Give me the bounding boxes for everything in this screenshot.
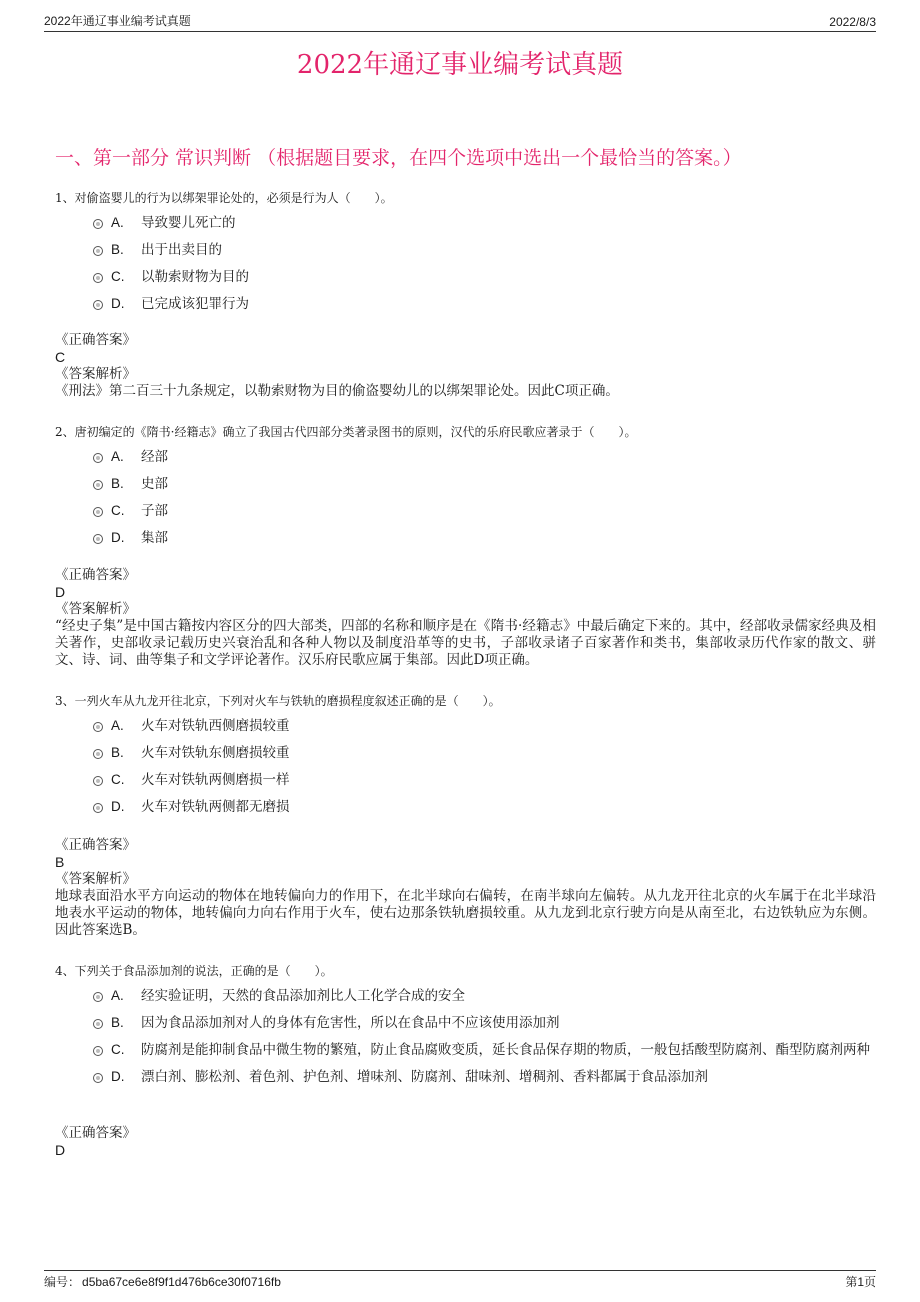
question-stem: 2、唐初编定的《隋书·经籍志》确立了我国古代四部分类著录图书的原则，汉代的乐府民歌应著录于（ ）。 [55, 425, 637, 439]
option-text: 导致婴儿死亡的 [141, 215, 236, 231]
analysis-text: 地球表面沿水平方向运动的物体在地转偏向力的作用下，在北半球向右偏转，在南半球向左偏转。从九龙开往北京的火车属于在北半球沿地表水平运动的物体，地转偏向力向右作用于火车，使右边那条铁轨磨损较重。从九龙到北京行驶方向是从南至北，右边铁轨应为东侧。因此答案选B。 [55, 888, 876, 938]
radio-icon[interactable] [93, 300, 103, 310]
option-letter: C. [111, 1042, 125, 1057]
option-a[interactable] [93, 213, 876, 233]
option-text: 以勒索财物为目的 [141, 269, 249, 285]
option-d[interactable] [93, 1067, 876, 1087]
option-letter: B. [111, 745, 124, 760]
option-b[interactable] [93, 240, 876, 260]
option-text: 出于出卖目的 [141, 242, 222, 258]
answer-value: D [55, 584, 66, 600]
document-id [44, 1273, 283, 1290]
header-title: 2022年通辽事业编考试真题 [44, 14, 191, 28]
radio-icon[interactable] [93, 776, 103, 786]
option-b[interactable] [93, 474, 876, 494]
option-text: 漂白剂、膨松剂、着色剂、护色剂、增味剂、防腐剂、甜味剂、增稠剂、香料都属于食品添加剂 [141, 1069, 708, 1085]
header-date: 2022/8/3 [829, 15, 876, 29]
option-letter: D. [111, 1069, 125, 1084]
option-text: 子部 [141, 503, 168, 519]
answer-block-4 [55, 1125, 876, 1159]
radio-icon[interactable] [93, 803, 103, 813]
option-c[interactable] [93, 501, 876, 521]
question-2 [55, 424, 876, 548]
radio-icon[interactable] [93, 992, 103, 1002]
document-title: 2022年通辽事业编考试真题 [296, 50, 624, 80]
radio-icon[interactable] [93, 273, 103, 283]
option-d[interactable] [93, 797, 876, 817]
option-a[interactable] [93, 716, 876, 736]
analysis-label: 《答案解析》 [55, 601, 136, 617]
option-text: 集部 [141, 530, 168, 546]
document-id-label: 编号： [44, 1275, 81, 1289]
option-letter: D. [111, 296, 125, 311]
option-text: 火车对铁轨西侧磨损较重 [141, 718, 290, 734]
page-number: 第1页 [845, 1275, 876, 1289]
answer-value: C [55, 349, 66, 365]
radio-icon[interactable] [93, 480, 103, 490]
option-letter: B. [111, 476, 124, 491]
answer-value: D [55, 1142, 66, 1158]
option-text: 经实验证明，天然的食品添加剂比人工化学合成的安全 [141, 988, 465, 1004]
radio-icon[interactable] [93, 534, 103, 544]
analysis-text: 《刑法》第二百三十九条规定，以勒索财物为目的偷盗婴幼儿的以绑架罪论处。因此C项正确。 [55, 383, 619, 399]
option-c[interactable] [93, 1040, 876, 1060]
option-c[interactable] [93, 770, 876, 790]
option-c[interactable] [93, 267, 876, 287]
radio-icon[interactable] [93, 453, 103, 463]
analysis-label: 《答案解析》 [55, 366, 136, 382]
option-a[interactable] [93, 986, 876, 1006]
answer-value: B [55, 854, 65, 870]
option-d[interactable] [93, 294, 876, 314]
question-4 [55, 963, 876, 1087]
page-header [44, 12, 876, 32]
analysis-label: 《答案解析》 [55, 871, 136, 887]
option-text: 已完成该犯罪行为 [141, 296, 249, 312]
option-text: 火车对铁轨东侧磨损较重 [141, 745, 290, 761]
answer-block-2 [55, 567, 876, 669]
answer-label: 《正确答案》 [55, 837, 136, 853]
question-stem: 4、下列关于食品添加剂的说法，正确的是（ ）。 [55, 964, 333, 978]
option-letter: A. [111, 449, 124, 464]
option-text: 因为食品添加剂对人的身体有危害性，所以在食品中不应该使用添加剂 [141, 1015, 560, 1031]
answer-block-3 [55, 837, 876, 939]
option-letter: B. [111, 1015, 124, 1030]
radio-icon[interactable] [93, 1046, 103, 1056]
radio-icon[interactable] [93, 722, 103, 732]
option-d[interactable] [93, 528, 876, 548]
radio-icon[interactable] [93, 507, 103, 517]
option-letter: D. [111, 530, 125, 545]
section-title: 一、第一部分 常识判断 （根据题目要求，在四个选项中选出一个最恰当的答案。） [55, 147, 742, 169]
option-letter: A. [111, 988, 124, 1003]
option-b[interactable] [93, 743, 876, 763]
option-text: 火车对铁轨两侧都无磨损 [141, 799, 290, 815]
option-letter: B. [111, 242, 124, 257]
radio-icon[interactable] [93, 1019, 103, 1029]
option-a[interactable] [93, 447, 876, 467]
option-letter: C. [111, 503, 125, 518]
radio-icon[interactable] [93, 749, 103, 759]
option-text: 火车对铁轨两侧磨损一样 [141, 772, 290, 788]
option-text: 防腐剂是能抑制食品中微生物的繁殖，防止食品腐败变质，延长食品保存期的物质，一般包括酸型防腐剂、酯型防腐剂两种 [141, 1042, 870, 1058]
radio-icon[interactable] [93, 246, 103, 256]
option-letter: D. [111, 799, 125, 814]
option-letter: C. [111, 772, 125, 787]
page-footer [44, 1270, 876, 1290]
radio-icon[interactable] [93, 1073, 103, 1083]
option-letter: A. [111, 215, 124, 230]
option-text: 史部 [141, 476, 168, 492]
answer-label: 《正确答案》 [55, 332, 136, 348]
question-stem: 1、对偷盗婴儿的行为以绑架罪论处的，必须是行为人（ ）。 [55, 191, 393, 205]
question-1 [55, 190, 876, 314]
option-letter: A. [111, 718, 124, 733]
answer-block-1 [55, 332, 876, 400]
document-id-value: d5ba67ce6e8f9f1d476b6ce30f0716fb [82, 1275, 281, 1289]
answer-label: 《正确答案》 [55, 567, 136, 583]
radio-icon[interactable] [93, 219, 103, 229]
option-letter: C. [111, 269, 125, 284]
question-3 [55, 693, 876, 817]
answer-label: 《正确答案》 [55, 1125, 136, 1141]
analysis-text: “经史子集”是中国古籍按内容区分的四大部类，四部的名称和顺序是在《隋书·经籍志》中最后确定下来的。其中，经部收录儒家经典及相关著作，史部收录记载历史兴衰治乱和各种人物以及制度沿革等的史书，子部收录诸子百家著作和类书，集部收录历代作家的散文、骈文、诗、词、曲等集子和文学评论著作。汉乐府民歌应属于集部。因此D项正确。 [55, 618, 876, 668]
option-b[interactable] [93, 1013, 876, 1033]
question-stem: 3、一列火车从九龙开往北京，下列对火车与铁轨的磨损程度叙述正确的是（ ）。 [55, 694, 501, 708]
option-text: 经部 [141, 449, 168, 465]
